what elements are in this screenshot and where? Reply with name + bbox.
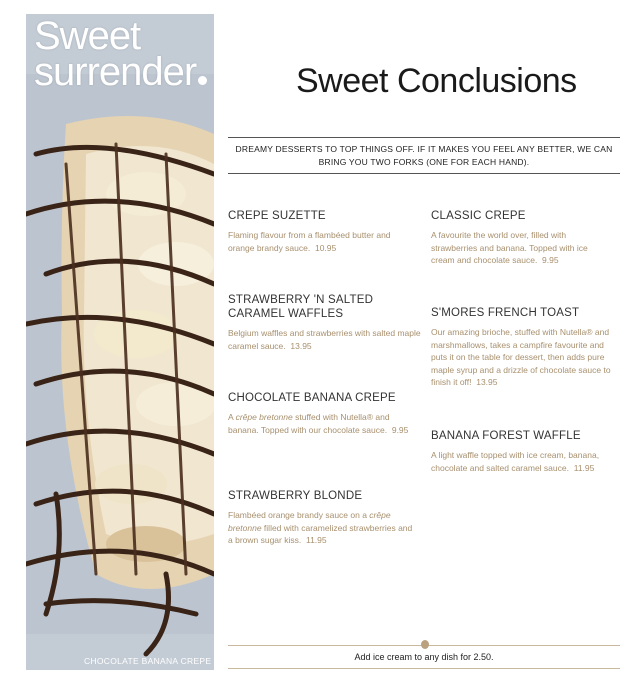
- item-price: 10.95: [314, 242, 337, 253]
- menu-item: [228, 293, 423, 352]
- brand-line1: Sweet: [34, 14, 141, 58]
- item-name: CREPE SUZETTE: [228, 210, 326, 222]
- item-name: BANANA FOREST WAFFLE: [431, 430, 581, 442]
- footer-note: Add ice cream to any dish for 2.50.: [354, 652, 494, 662]
- item-description: A light waffle topped with ice cream, banana, chocolate and salted caramel sauce. 11.95: [431, 450, 600, 473]
- ornament-icon: [421, 640, 429, 649]
- item-price: 11.95: [573, 462, 595, 473]
- brand-logo: [34, 14, 207, 94]
- footer-divider: [228, 668, 620, 669]
- page-title: Sweet Conclusions: [296, 62, 577, 100]
- item-description: A crêpe bretonne stuffed with Nutella® and banana. Topped with our chocolate sauce. 9.95: [228, 412, 409, 435]
- divider: [228, 137, 620, 138]
- dessert-photo: [26, 14, 214, 670]
- item-name: CHOCOLATE BANANA CREPE: [228, 392, 396, 404]
- divider: [228, 173, 620, 174]
- menu-item: [431, 306, 613, 389]
- menu-item: [228, 489, 418, 547]
- item-description: Our amazing brioche, stuffed with Nutella® and marshmallows, takes a campfire favourite and puts it on the table for dessert, then adds pure maple syrup and a drizzle of chocolate sauce to finish it off! 13.95: [431, 327, 611, 387]
- menu-item: [431, 429, 613, 474]
- menu-item: [431, 209, 611, 267]
- logo-dot-icon: [198, 76, 207, 85]
- menu-item: [228, 209, 418, 254]
- menu-item: [228, 391, 418, 436]
- item-name: STRAWBERRY BLONDE: [228, 490, 363, 502]
- item-price: 9.95: [542, 255, 559, 265]
- item-description: Belgium waffles and strawberries with salted maple caramel sauce. 13.95: [228, 328, 421, 351]
- item-price: 13.95: [290, 340, 312, 351]
- item-description: Flambéed orange brandy sauce on a crêpe bretonne filled with caramelized strawberries and a brown sugar kiss. 11.95: [228, 510, 413, 545]
- intro-text: DREAMY DESSERTS TO TOP THINGS OFF. IF IT MAKES YOU FEEL ANY BETTER, WE CAN BRING YOU TWO FORKS (ONE FOR EACH HAND).: [235, 144, 613, 167]
- item-price: 13.95: [476, 377, 498, 387]
- crepe-illustration: [26, 14, 214, 670]
- brand-line2: surrender: [34, 50, 197, 94]
- item-name: CLASSIC CREPE: [431, 210, 526, 222]
- item-price: 11.95: [305, 535, 327, 545]
- item-description: A favourite the world over, filled with strawberries and banana. Topped with ice cream and chocolate sauce. 9.95: [431, 230, 588, 265]
- item-price: 9.95: [391, 424, 409, 435]
- item-name: STRAWBERRY 'N SALTED CARAMEL WAFFLES: [228, 294, 374, 320]
- item-name: S'MORES FRENCH TOAST: [431, 307, 580, 319]
- item-description: Flaming flavour from a flambéed butter and orange brandy sauce. 10.95: [228, 230, 391, 253]
- photo-caption: CHOCOLATE BANANA CREPE: [84, 656, 212, 666]
